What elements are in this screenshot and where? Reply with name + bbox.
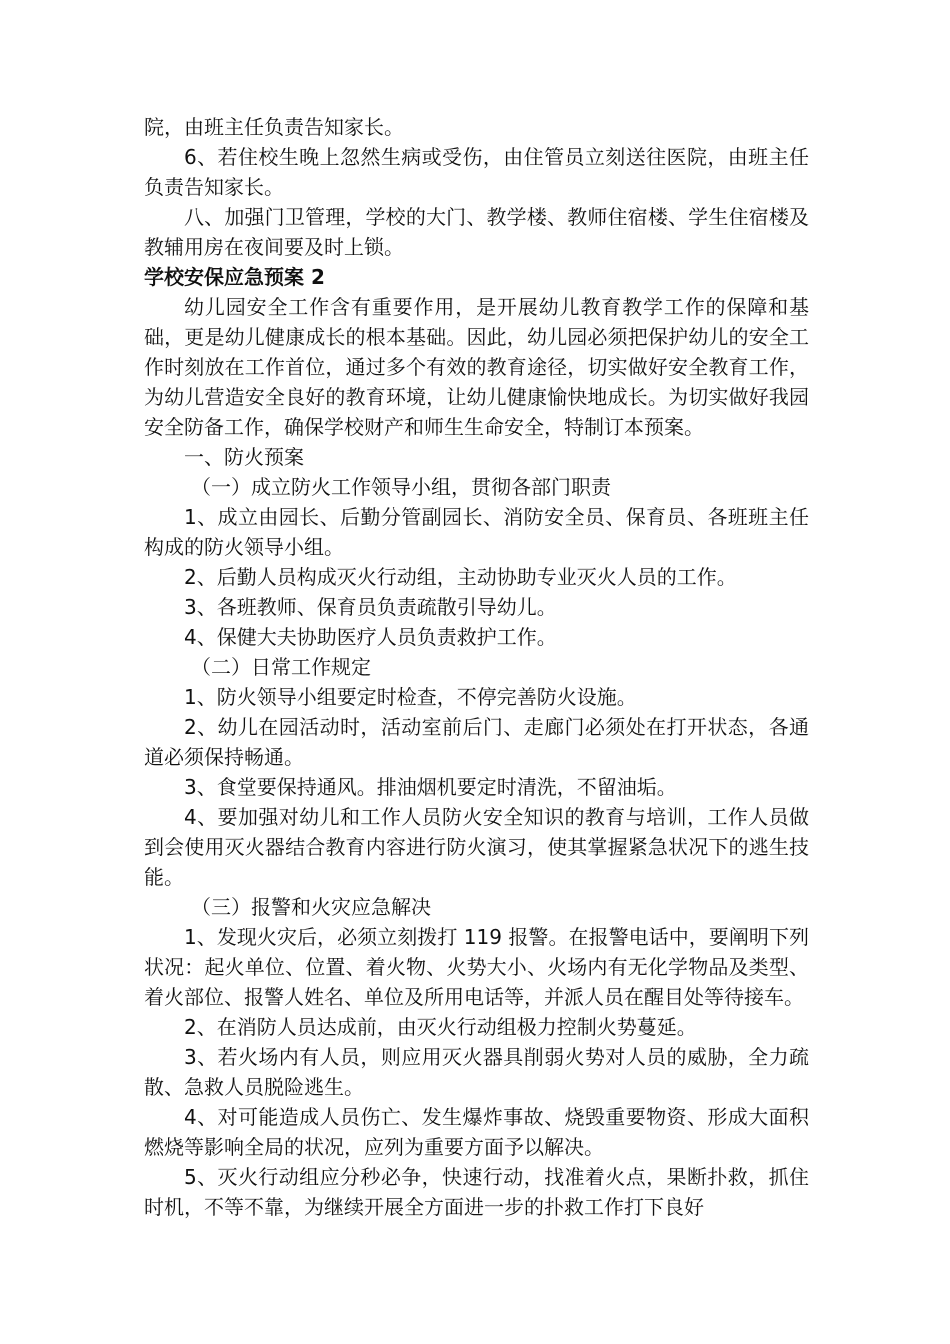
paragraph-item: 2、幼儿在园活动时，活动室前后门、走廊门必须处在打开状态，各通道必须保持畅通。: [144, 715, 809, 769]
paragraph-item: 2、在消防人员达成前，由灭火行动组极力控制火势蔓延。: [184, 1015, 697, 1039]
paragraph-item: 3、食堂要保持通风。排油烟机要定时清洗，不留油垢。: [184, 775, 677, 799]
paragraph-item: 1、成立由园长、后勤分管副园长、消防安全员、保育员、各班班主任构成的防火领导小组。: [144, 505, 809, 559]
section-heading: 学校安保应急预案 2: [144, 265, 325, 289]
paragraph-item: 1、发现火灾后，必须立刻拨打 119 报警。在报警电话中，要阐明下列状况：起火单位、位置、着火物、火势大小、火场内有无化学物品及类型、着火部位、报警人姓名、单位及所用电话等，并派人员在醒目处等待接车。: [144, 925, 809, 1009]
paragraph-item-8: 八、加强门卫管理，学校的大门、教学楼、教师住宿楼、学生住宿楼及教辅用房在夜间要及时上锁。: [144, 205, 809, 259]
paragraph-item: 5、灭火行动组应分秒必争，快速行动，找准着火点，果断扑救，抓住时机，不等不靠，为继续开展全方面进一步的扑救工作打下良好: [144, 1165, 809, 1219]
paragraph-item: 2、后勤人员构成灭火行动组，主动协助专业灭火人员的工作。: [184, 565, 737, 589]
subheading-2: （二）日常工作规定: [191, 655, 371, 679]
paragraph-item: 4、要加强对幼儿和工作人员防火安全知识的教育与培训，工作人员做到会使用灭火器结合教育内容进行防火演习，使其掌握紧急状况下的逃生技能。: [144, 805, 809, 889]
paragraph-item-6: 6、若住校生晚上忽然生病或受伤，由住管员立刻送往医院，由班主任负责告知家长。: [144, 145, 809, 199]
paragraph-continuation: 院，由班主任负责告知家长。: [144, 115, 404, 139]
paragraph-fire-plan-title: 一、防火预案: [184, 445, 304, 469]
paragraph-intro: 幼儿园安全工作含有重要作用，是开展幼儿教育教学工作的保障和基础，更是幼儿健康成长的根本基础。因此，幼儿园必须把保护幼儿的安全工作时刻放在工作首位，通过多个有效的教育途径，切实做好安全教育工作，为幼儿营造安全良好的教育环境，让幼儿健康愉快地成长。为切实做好我园安全防备工作，确保学校财产和师生生命安全，特制订本预案。: [144, 295, 809, 439]
paragraph-item: 4、对可能造成人员伤亡、发生爆炸事故、烧毁重要物资、形成大面积燃烧等影响全局的状况，应列为重要方面予以解决。: [144, 1105, 809, 1159]
subheading-3: （三）报警和火灾应急解决: [191, 895, 431, 919]
paragraph-item: 3、若火场内有人员，则应用灭火器具削弱火势对人员的威胁，全力疏散、急救人员脱险逃生。: [144, 1045, 809, 1099]
document-page: [144, 112, 809, 1222]
paragraph-item: 4、保健大夫协助医疗人员负责救护工作。: [184, 625, 557, 649]
paragraph-item: 1、防火领导小组要定时检查，不停完善防火设施。: [184, 685, 637, 709]
subheading-1: （一）成立防火工作领导小组，贯彻各部门职责: [191, 475, 611, 499]
paragraph-item: 3、各班教师、保育员负责疏散引导幼儿。: [184, 595, 557, 619]
